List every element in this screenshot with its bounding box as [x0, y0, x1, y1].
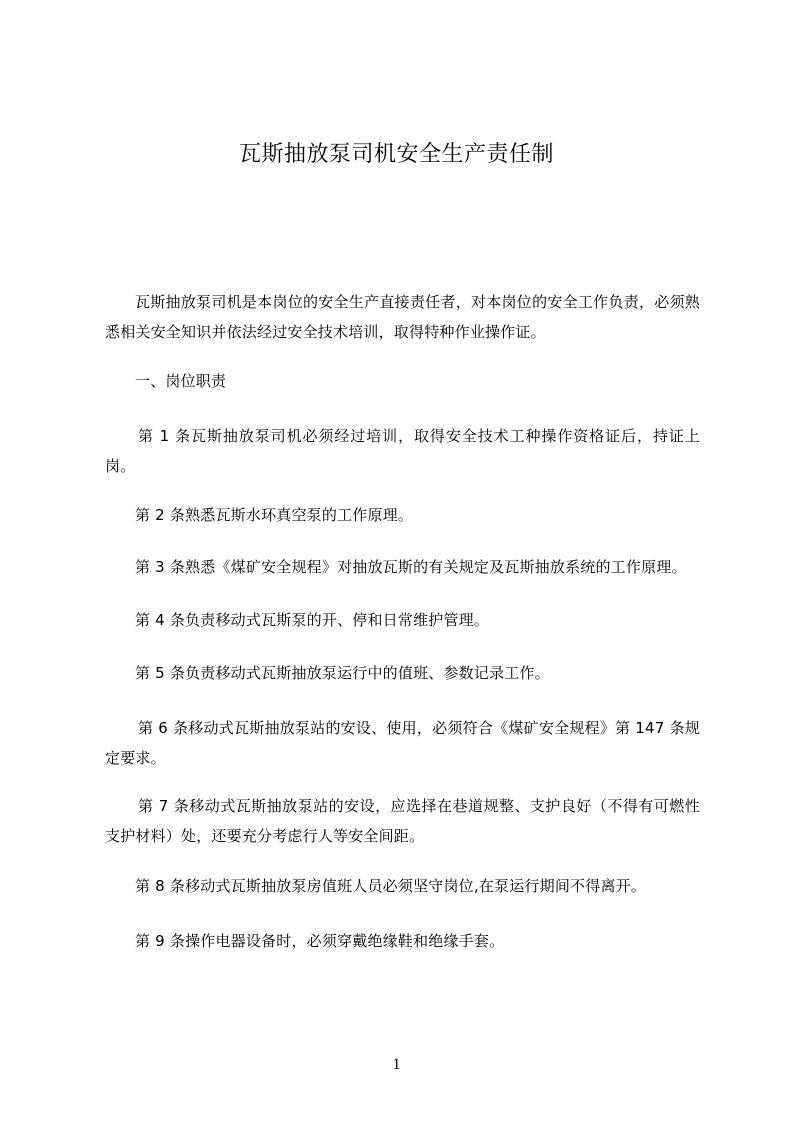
article-3: 第 3 条熟悉《煤矿安全规程》对抽放瓦斯的有关规定及瓦斯抽放系统的工作原理。	[135, 558, 687, 576]
article-8: 第 8 条移动式瓦斯抽放泵房值班人员必须坚守岗位,在泵运行期间不得离开。	[135, 877, 647, 895]
page-number: 1	[392, 1056, 401, 1073]
intro-paragraph: 瓦斯抽放泵司机是本岗位的安全生产直接责任者，对本岗位的安全工作负责，必须熟悉相关安全知识并依法经过安全技术培训，取得特种作业操作证。	[105, 293, 700, 341]
article-2: 第 2 条熟悉瓦斯水环真空泵的工作原理。	[135, 506, 414, 524]
article-4: 第 4 条负责移动式瓦斯泵的开、停和日常维护管理。	[135, 611, 490, 629]
article-6: 第 6 条移动式瓦斯抽放泵站的安设、使用，必须符合《煤矿安全规程》第 147 条规定要求。	[105, 719, 700, 767]
article-5: 第 5 条负责移动式瓦斯抽放泵运行中的值班、参数记录工作。	[135, 664, 550, 682]
article-7: 第 7 条移动式瓦斯抽放泵站的安设，应选择在巷道规整、支护良好（不得有可燃性支护材料）处，还要充分考虑行人等安全间距。	[105, 797, 700, 845]
section-heading: 一、岗位职责	[135, 372, 227, 390]
article-9: 第 9 条操作电器设备时，必须穿戴绝缘鞋和绝缘手套。	[135, 932, 505, 950]
document-title: 瓦斯抽放泵司机安全生产责任制	[238, 142, 554, 167]
article-1: 第 1 条瓦斯抽放泵司机必须经过培训，取得安全技术工种操作资格证后，持证上岗。	[105, 427, 700, 475]
